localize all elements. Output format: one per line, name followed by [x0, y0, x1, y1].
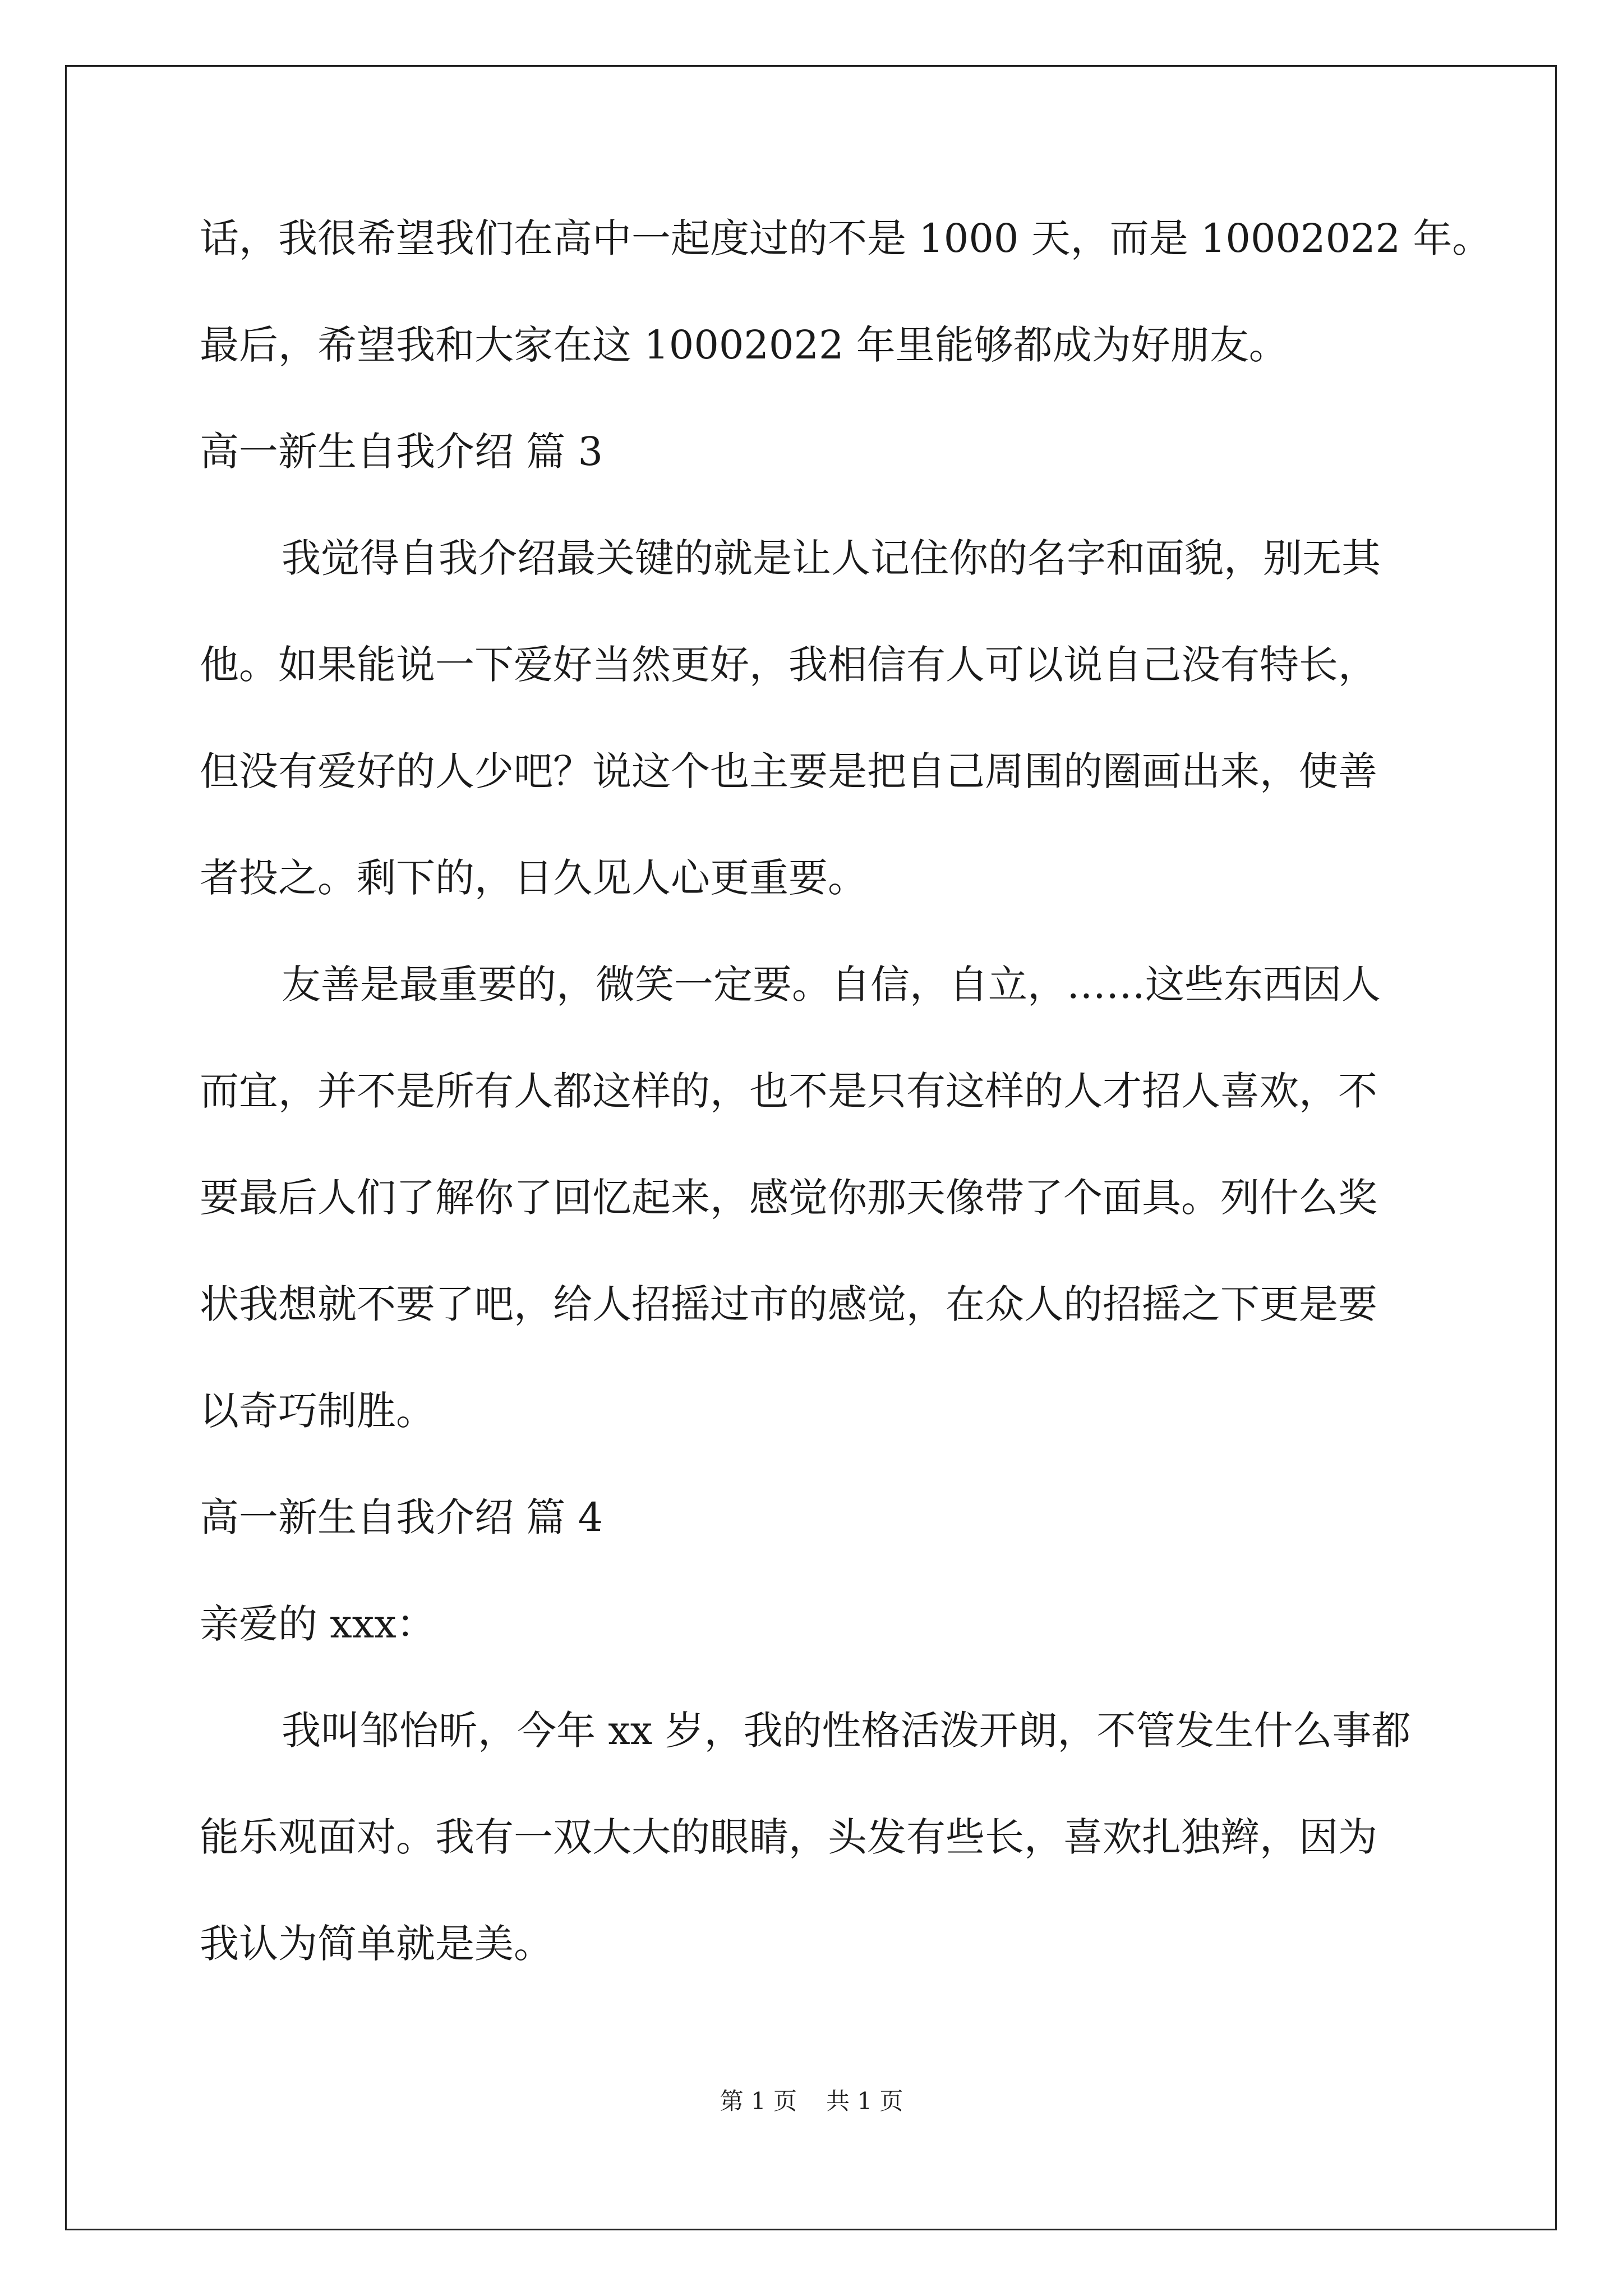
body-line: 我认为简单就是美。	[200, 1921, 553, 1967]
page-number: 第 1 页	[720, 2087, 797, 2115]
body-line: 者投之。剩下的，日久见人心更重要。	[200, 855, 867, 901]
body-line: 要最后人们了解你了回忆起来，感觉你那天像带了个面具。列什么奖	[200, 1175, 1377, 1221]
body-line: 最后，希望我和大家在这 10002022 年里能够都成为好朋友。	[200, 322, 1288, 368]
body-line: 能乐观面对。我有一双大大的眼睛，头发有些长，喜欢扎独辫，因为	[200, 1814, 1377, 1860]
body-line: 但没有爱好的人少吧？说这个也主要是把自己周围的圈画出来，使善	[200, 748, 1377, 794]
section-heading: 高一新生自我介绍 篇 4	[200, 1494, 603, 1540]
body-line: 以奇巧制胜。	[200, 1388, 435, 1434]
paragraph-first-line: 我叫邹怡昕，今年 xx 岁，我的性格活泼开朗，不管发生什么事都	[282, 1708, 1411, 1754]
body-line: 而宜，并不是所有人都这样的，也不是只有这样的人才招人喜欢，不	[200, 1068, 1377, 1114]
paragraph-first-line: 我觉得自我介绍最关键的就是让人记住你的名字和面貌，别无其	[282, 535, 1381, 581]
page-footer	[0, 2086, 1623, 2117]
paragraph-first-line: 友善是最重要的，微笑一定要。自信，自立，……这些东西因人	[282, 961, 1381, 1007]
salutation: 亲爱的 xxx：	[200, 1601, 436, 1647]
body-line: 话，我很希望我们在高中一起度过的不是 1000 天，而是 10002022 年。	[200, 215, 1492, 261]
section-heading: 高一新生自我介绍 篇 3	[200, 429, 603, 475]
page-total: 共 1 页	[826, 2087, 903, 2115]
body-line: 状我想就不要了吧，给人招摇过市的感觉，在众人的招摇之下更是要	[200, 1281, 1377, 1327]
body-line: 他。如果能说一下爱好当然更好，我相信有人可以说自己没有特长，	[200, 642, 1377, 688]
page-border	[65, 65, 1557, 2230]
